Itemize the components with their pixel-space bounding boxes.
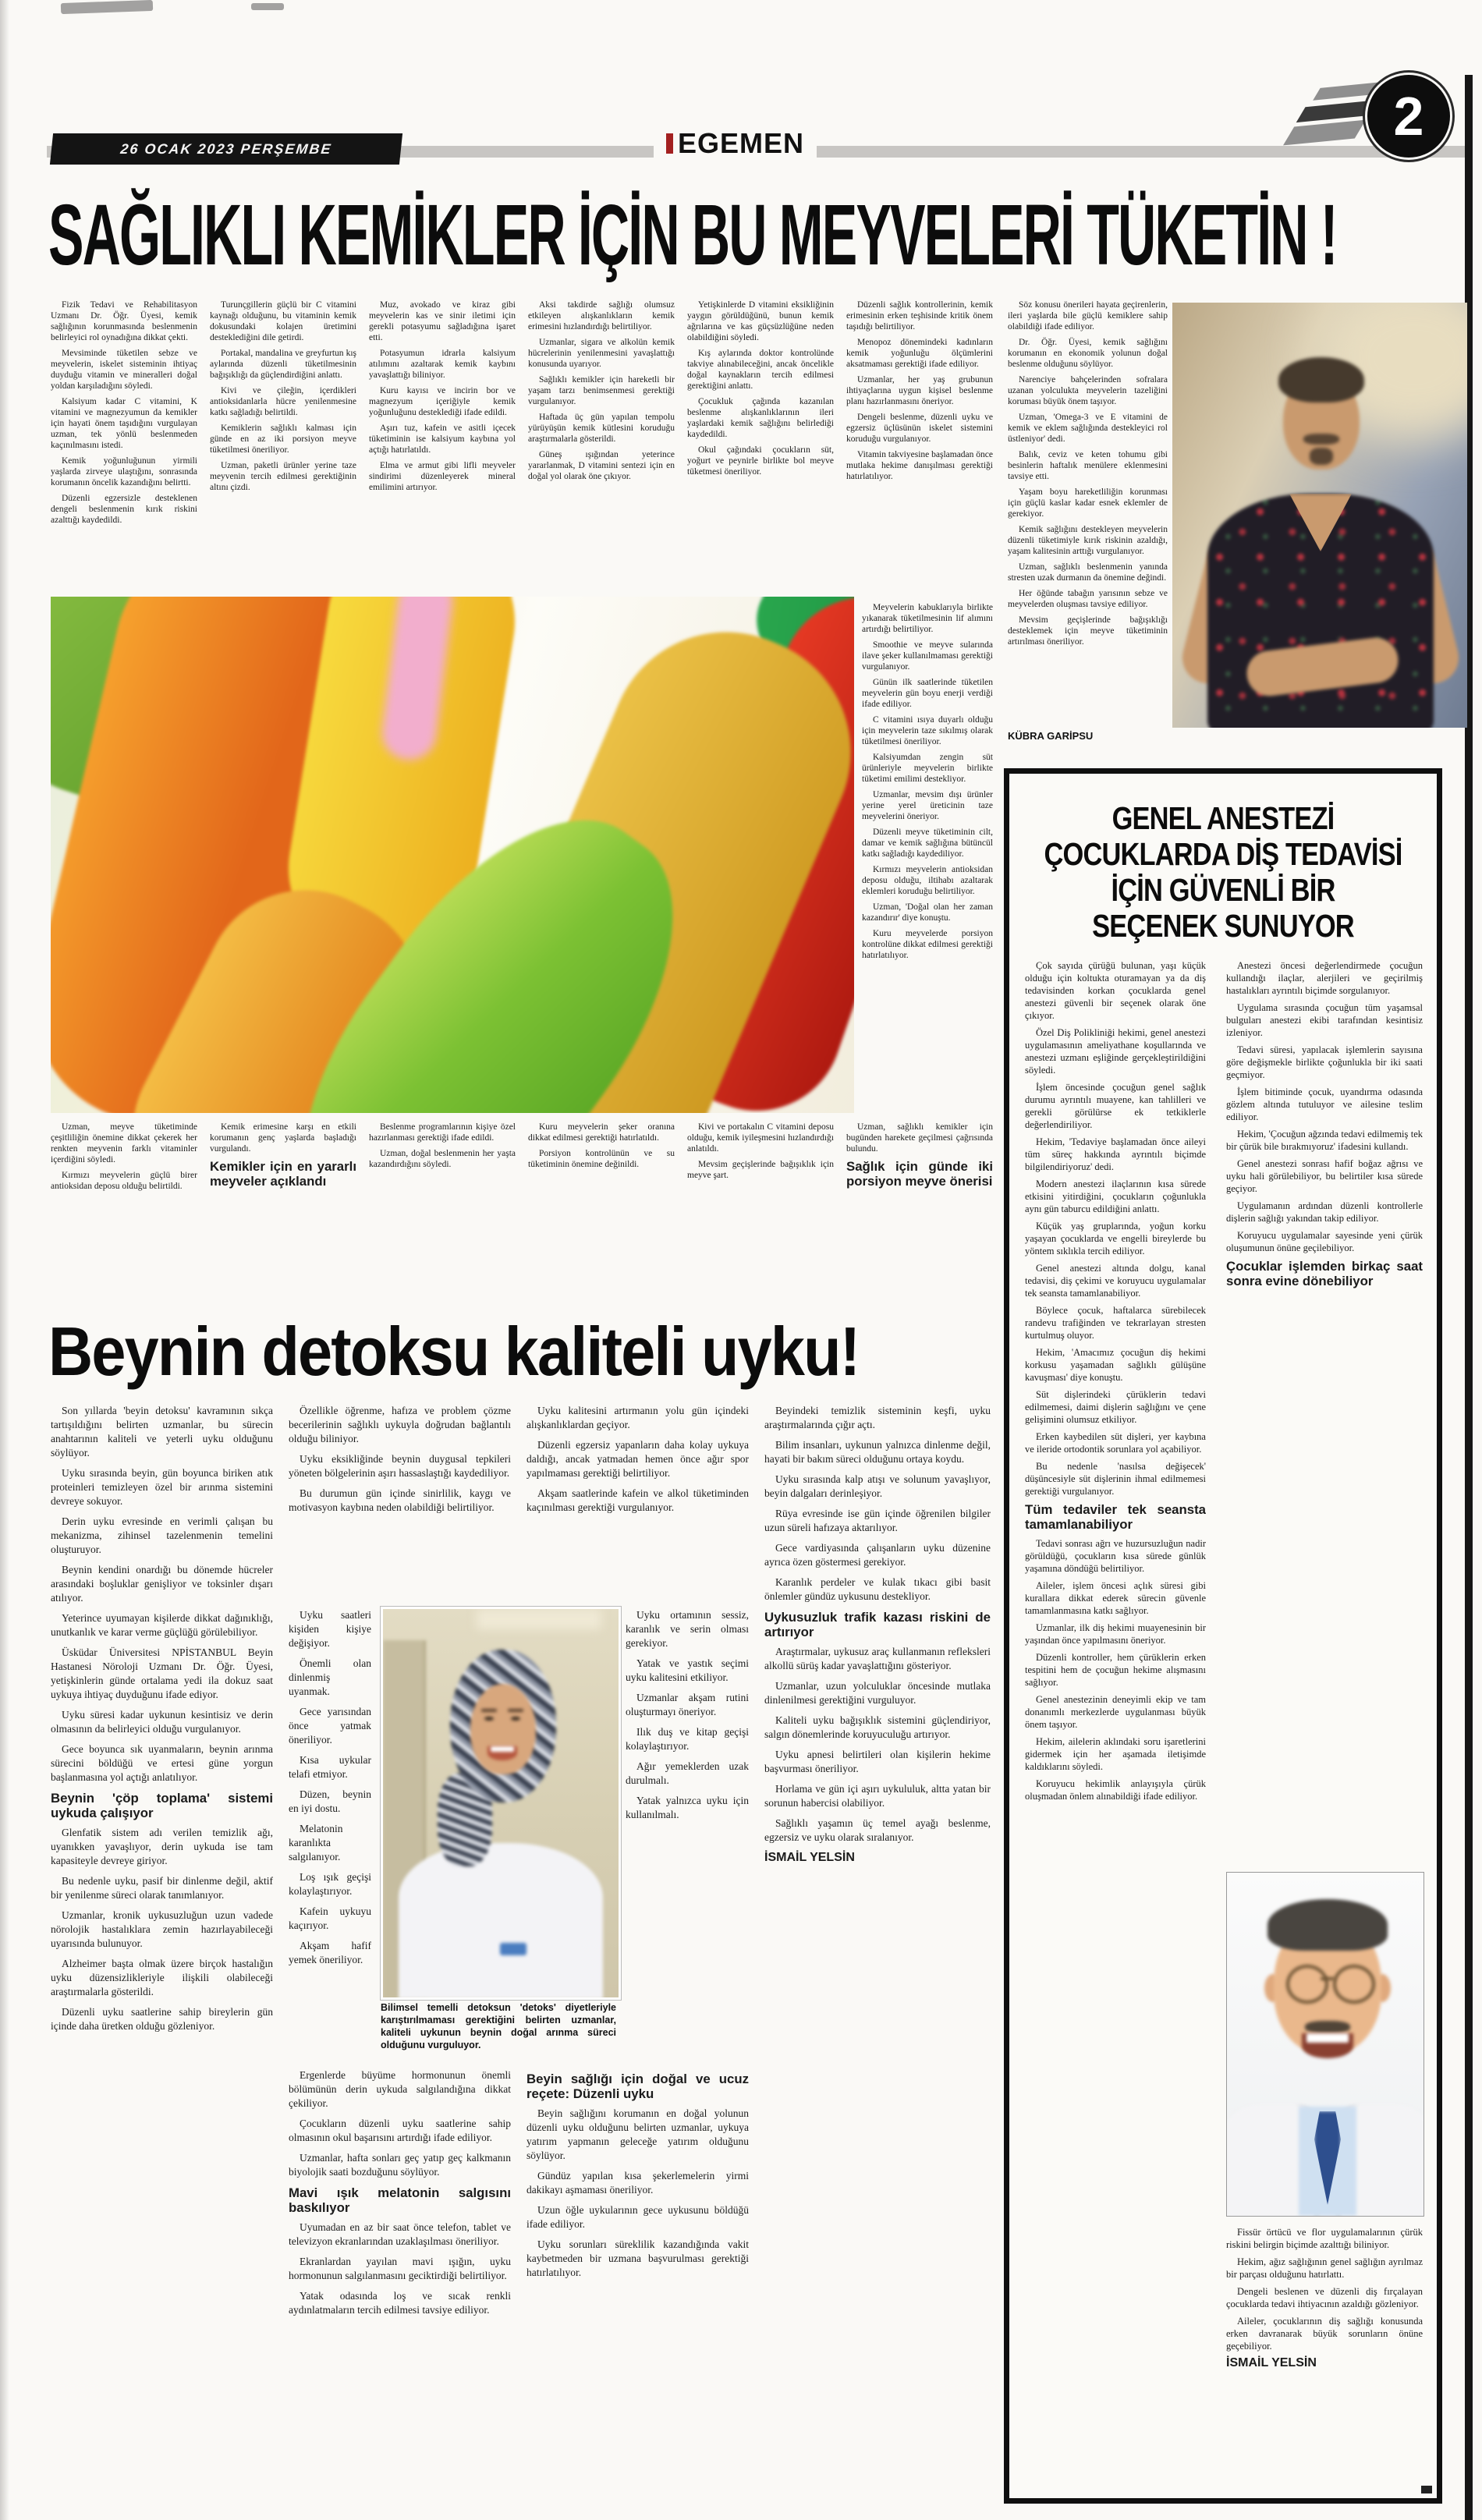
paragraph: Kivi ve çileğin, içerdikleri antioksidanlarla hücre yenilenmesine katkı sağladığı belirtildi. [210, 386, 356, 417]
paragraph: Loş ışık geçişi kolaylaştırıyor. [289, 1871, 371, 1897]
paragraph: Akşam hafif yemek öneriliyor. [289, 1940, 371, 1965]
text-column [1008, 299, 1168, 724]
paragraph: Gündüz yapılan kısa şekerlemelerin yirmi dakikayı aşmaması öneriliyor. [526, 2169, 749, 2196]
photo-figure [1268, 1899, 1388, 1951]
paragraph: Bilim insanları, uykunun yalnızca dinlenme değil, hayati bir bakım süreci olduğunu ortaya koydu. [764, 1439, 991, 1465]
paragraph: Kaliteli uyku bağışıklık sistemini güçlendiriyor, salgın dönemlerinde koruyuculuğu artırıyor. [764, 1714, 991, 1740]
boxed-article [1004, 768, 1442, 2504]
subhead: Beynin 'çöp toplama' sistemi uykuda çalışıyor [51, 1791, 273, 1821]
paragraph: Hekim, 'Çocuğun ağzında tedavi edilmemiş tek bir çürük bile bırakmıyoruz' ifadesini kullandı. [1226, 1129, 1423, 1152]
paragraph: Önemli olan dinlenmiş uyanmak. [289, 1657, 371, 1697]
paragraph: Genel anestezinin deneyimli ekip ve tam donanımlı merkezlerde uygulanması büyük önem taşıyor. [1025, 1693, 1206, 1730]
paragraph: Tedavi sonrası ağrı ve huzursuzluğun nadir görüldüğü, çocukların kısa sürede günlük yaşamına döndüğü belirtiliyor. [1025, 1537, 1206, 1574]
paragraph: Smoothie ve meyve sularında ilave şeker kullanılmaması gerektiği vurgulanıyor. [862, 640, 993, 672]
box-headline [1009, 800, 1437, 944]
text-column [289, 2068, 511, 2488]
paragraph: Uygulamanın ardından düzenli kontrollerle dişlerin sağlığı yakından takip ediliyor. [1226, 1200, 1423, 1224]
box-headline-line: ÇOCUKLARDA DİŞ TEDAVİSİ [1044, 836, 1402, 872]
text-column [51, 299, 197, 593]
paragraph: Aileler, çocuklarının diş sağlığı konusunda erken davranarak büyük sorunların önüne geçebiliyor. [1226, 2316, 1423, 2352]
wing-icon [1283, 120, 1366, 146]
paragraph: Hekim, 'Tedaviye başlamadan önce aileyi tüm süreç hakkında ayrıntılı biçimde bilgilendiriyoruz' dedi. [1025, 1136, 1206, 1172]
text-column [1226, 959, 1423, 1872]
paragraph: Uzmanlar, kronik uykusuzluğun uzun vadede nörolojik hastalıklara zemin hazırlayabileceği uyarısında bulunuyor. [51, 1909, 273, 1949]
paragraph: Düzenli sağlık kontrollerinin, kemik erimesinin erken teşhisinde kritik önem taşıdığı belirtiliyor. [846, 300, 993, 331]
paragraph: Haftada üç gün yapılan tempolu yürüyüşün kemik kütlesini koruduğu araştırmalarla gösterildi. [528, 413, 675, 444]
paragraph: Her öğünde tabağın yarısının sebze ve meyvelerden oluşması tavsiye ediliyor. [1008, 589, 1168, 609]
text-column [210, 1122, 356, 1298]
paragraph: Kırmızı meyvelerin antioksidan deposu olduğu, iltihabı azaltarak eklemleri koruduğu belirtiliyor. [862, 865, 993, 896]
paragraph: Düzenli meyve tüketiminin cilt, damar ve kemik sağlığına bütüncül katkı sağladığı kaydediliyor. [862, 828, 993, 859]
paragraph: Düzenli kontroller, hem çürüklerin erken tespitini hem de çocuğun hekime alışmasını sağlıyor. [1025, 1651, 1206, 1688]
paragraph: Porsiyon kontrolünün ve su tüketiminin önemine değinildi. [528, 1149, 675, 1169]
masthead-tick-icon [666, 133, 673, 154]
paragraph: Uyku sırasında beyin, gün boyunca biriken atık proteinleri temizleyen özel bir arınma sistemini devreye sokuyor. [51, 1467, 273, 1507]
glasses-icon [1321, 1977, 1335, 1980]
paragraph: Koruyucu hekimlik anlayışıyla çürük oluşmadan önlem alınabildiği ifade ediliyor. [1025, 1777, 1206, 1802]
paragraph: Kuru meyvelerde porsiyon kontrolüne dikkat edilmesi gerektiği hatırlatılıyor. [862, 929, 993, 960]
doctor-hijab-photo [381, 1607, 621, 2000]
photo-figure [1278, 357, 1364, 402]
paragraph: Güneş ışığından yeterince yararlanmak, D vitamini sentezi için en doğal yol olarak öne çıkıyor. [528, 450, 675, 481]
paragraph: Uzmanlar, uzun yolculuklar öncesinde mutlaka dinlenilmesi gerektiğini vurguluyor. [764, 1679, 991, 1706]
paragraph: Kemiklerin sağlıklı kalması için günde en az iki porsiyon meyve tüketilmesi öneriliyor. [210, 424, 356, 455]
paragraph: Uyku eksikliğinde beynin duygusal tepkileri yöneten bölgelerinin aşırı hassaslaştığı kaydediliyor. [289, 1453, 511, 1479]
paragraph: Yaşam boyu hareketliliğin korunması için güçlü kaslar kadar esnek eklemler de gerekiyor. [1008, 487, 1168, 519]
paragraph: Beyin sağlığını korumanın en doğal yolunun düzenli uyku olduğunu belirten uzmanlar, uykuya yatırım yapmanın geleceğe yatırım olduğunu söylüyor. [526, 2107, 749, 2161]
photo-figure [1310, 448, 1333, 465]
paragraph: Turunçgillerin güçlü bir C vitamini kaynağı olduğunu, bu vitaminin kemik dokusundaki kolajen üretimini desteklediğini dile getirdi. [210, 300, 356, 342]
paragraph: Mevsim geçişlerinde bağışıklık için meyve şart. [687, 1160, 834, 1180]
paragraph: Düzen, beynin en iyi dostu. [289, 1788, 371, 1814]
paragraph: Uzmanlar, mevsim dışı ürünler yerine yerel üreticinin taze meyvelerini öneriyor. [862, 790, 993, 821]
paragraph: Söz konusu önerileri hayata geçirenlerin, ileri yaşlarda bile güçlü kemiklere sahip olabildiği ifade ediliyor. [1008, 300, 1168, 331]
paragraph: Uzman, 'Omega-3 ve E vitamini de kemik ve eklem sağlığında destekleyici rol üstleniyor' dedi. [1008, 413, 1168, 444]
paragraph: Kemik sağlığını destekleyen meyvelerin düzenli tüketimiyle kırık riskinin azaldığı, yaşam kalitesinin arttığı vurgulanıyor. [1008, 525, 1168, 556]
text-column [764, 1404, 991, 2488]
paragraph: Düzenli egzersiz yapanların daha kolay uykuya daldığı, ancak yatmadan hemen önce ağır spor yapılmaması gerektiği belirtiliyor. [526, 1439, 749, 1479]
paragraph: Böylece çocuk, haftalarca sürebilecek randevu trafiğinden ve tekrarlayan stresten kurtulmuş oluyor. [1025, 1305, 1206, 1341]
text-column [210, 299, 356, 593]
paragraph: Yatak yalnızca uyku için kullanılmalı. [626, 1795, 749, 1820]
text-column [51, 1404, 273, 2488]
paragraph: Uzmanlar, hafta sonları geç yatıp geç kalkmanın biyolojik saati bozduğunu söylüyor. [289, 2152, 511, 2178]
paragraph: Modern anestezi ilaçlarının kısa sürede etkisini yitirdiğini, çocukların çoğunlukla aynı gün taburcu edildiğini anlattı. [1025, 1178, 1206, 1214]
paragraph: Gece boyunca sık uyanmaların, beynin arınma sürecini böldüğü ve ertesi güne yorgun başlanmasına yol açtığı anlatılıyor. [51, 1743, 273, 1783]
article2-headline-text: Beynin detoksu kaliteli uyku! [48, 1313, 860, 1390]
paragraph: Derin uyku evresinde en verimli çalışan bu mekanizma, zihinsel tazelenmenin temelini oluşturuyor. [51, 1515, 273, 1555]
paragraph: Çok sayıda çürüğü bulunan, yaşı küçük olduğu için koltukta oturamayan ya da diş tedavisinden korkan çocuklarda genel anestezi güvenli bir seçenek olarak öne çıkıyor. [1025, 960, 1206, 1021]
paragraph: Bu nedenle uyku, pasif bir dinlenme değil, aktif bir yenilenme süreci olarak tanımlanıyor. [51, 1874, 273, 1901]
paragraph: Glenfatik sistem adı verilen temizlik ağı, uyanıkken yavaşlıyor, derin uykuda ise tam kapasiteyle devreye giriyor. [51, 1826, 273, 1866]
paragraph: Uzmanlar akşam rutini oluşturmayı öneriyor. [626, 1692, 749, 1717]
paragraph: Ekranlardan yayılan mavi ışığın, uyku hormonunun salgılanmasını geciktirdiği belirtiliyor. [289, 2255, 511, 2281]
date-text: 26 OCAK 2023 PERŞEMBE [119, 140, 333, 157]
paragraph: Ergenlerde büyüme hormonunun önemli bölümünün derin uykuda salgılandığına dikkat çekiliyor. [289, 2069, 511, 2109]
subhead: Mavi ışık melatonin salgısını baskılıyor [289, 2185, 511, 2216]
paragraph: Aksi takdirde sağlığı olumsuz etkileyen alışkanlıkların kemik erimesini hızlandırdığı belirtiliyor. [528, 300, 675, 331]
box-headline-line: İÇİN GÜVENLİ BİR [1111, 872, 1335, 908]
paragraph: Ağır yemeklerden uzak durulmalı. [626, 1760, 749, 1786]
fruit-slices-photo [51, 597, 854, 1113]
paragraph: Kalsiyumdan zengin süt ürünleriyle meyvelerin birlikte tüketimi emilimi destekliyor. [862, 753, 993, 784]
subhead: Uykusuzluk trafik kazası riskini de artırıyor [764, 1610, 991, 1640]
paragraph: Okul çağındaki çocukların süt, yoğurt ve peynirle birlikte bol meyve tüketmesi öneriliyor. [687, 445, 834, 477]
text-column [51, 1122, 197, 1298]
paragraph: Menopoz dönemindeki kadınların kemik yoğunluğu ölçümlerini aksatmaması gerektiği ifade ediliyor. [846, 338, 993, 369]
paragraph: Üsküdar Üniversitesi NPİSTANBUL Beyin Hastanesi Nöroloji Uzmanı Dr. Öğr. Üyesi, yetişkinlerin günde ortalama yedi ila dokuz saat uykuya ihtiyaç duyduğunu ifade ediyor. [51, 1646, 273, 1700]
paragraph: Tedavi süresi, yapılacak işlemlerin sayısına göre değişmekle birlikte çoğunlukla bir iki saati geçmiyor. [1226, 1044, 1423, 1080]
doctor-scrubs-photo [1172, 303, 1467, 728]
paragraph: Sağlıklı yaşamın üç temel ayağı beslenme, egzersiz ve uyku olarak sıralanıyor. [764, 1816, 991, 1843]
paragraph: Uzman, doğal beslenmenin her yaşta kazandırdığını söyledi. [369, 1149, 516, 1169]
paragraph: Düzenli uyku saatlerine sahip bireylerin gün içinde daha üretken olduğu gözleniyor. [51, 2005, 273, 2032]
paragraph: Çocukların düzenli uyku saatlerine sahip olmasının okul başarısını artırdığı ifade ediliyor. [289, 2118, 511, 2143]
glasses-icon [1286, 1965, 1328, 2004]
photo-figure [500, 1943, 526, 1955]
paragraph: İşlem öncesinde çocuğun genel sağlık durumu ayrıntılı muayene, kan tahlilleri ve gerekli görülürse ek tetkiklerle değerlendiriliyor. [1025, 1082, 1206, 1130]
text-column [846, 1122, 993, 1298]
paragraph: Uyku ortamının sessiz, karanlık ve serin olması gerekiyor. [626, 1609, 749, 1649]
glasses-icon [1333, 1965, 1375, 2004]
subhead: Beyin sağlığı için doğal ve ucuz reçete: Düzenli uyku [526, 2072, 749, 2102]
text-column [846, 299, 993, 593]
paragraph: Portakal, mandalina ve greyfurtun kış aylarında düzenli tüketilmesinin bağışıklığı da güçlendirdiğini anlattı. [210, 349, 356, 380]
photo-figure [1306, 2033, 1349, 2043]
paragraph: Potasyumun idrarla kalsiyum atılımını azaltarak kemik kaybını yavaşlattığı biliniyor. [369, 349, 516, 380]
paragraph: Uzman, sağlıklı kemikler için bugünden harekete geçilmesi çağrısında bulundu. [846, 1122, 993, 1154]
paragraph: Bu nedenle 'nasılsa değişecek' düşüncesiyle süt dişlerinin ihmal edilmemesi gerektiği vurgulanıyor. [1025, 1461, 1206, 1497]
paragraph: Uyku süresi kadar uykunun kesintisiz ve derin olmasının da belirleyici olduğu vurgulanıyor. [51, 1709, 273, 1735]
paragraph: Uzman, paketli ürünler yerine taze meyvenin tercih edilmesi gerektiğinin altını çizdi. [210, 461, 356, 492]
paragraph: Mevsim geçişlerinde bağışıklığı desteklemek için meyve tüketiminin artırılması öneriliyor. [1008, 615, 1168, 647]
paragraph: Günün ilk saatlerinde tüketilen meyvelerin gün boyu enerji verdiği ifade ediliyor. [862, 678, 993, 709]
paragraph: Uyku sorunları süreklilik kazandığında vakit kaybetmeden bir uzmana başvurulması gerektiği hatırlatılıyor. [526, 2238, 749, 2278]
paragraph: Yatak odasında loş ve sıcak renkli aydınlatmaların tercih edilmesi tavsiye ediliyor. [289, 2289, 511, 2316]
text-column [1025, 959, 1206, 2477]
subhead: Tüm tedaviler tek seansta tamamlanabiliyor [1025, 1502, 1206, 1533]
paragraph: Kalsiyum kadar C vitamini, K vitamini ve magnezyumun da kemikler için hayati önem taşıdığını vurgulayan uzman, tek yönlü beslenmeden kaçınılmasını istedi. [51, 397, 197, 450]
paragraph: Akşam saatlerinde kafein ve alkol tüketiminden kaçınılması gerektiği vurgulanıyor. [526, 1487, 749, 1513]
smiling-doctor-photo [1226, 1872, 1424, 2217]
text-column [528, 299, 675, 593]
paragraph: Gece vardiyasında çalışanların uyku düzenine ayrıca özen göstermesi gerekiyor. [764, 1542, 991, 1568]
paragraph: Yeterince uyumayan kişilerde dikkat dağınıklığı, unutkanlık ve karar verme güçlüğü görülebiliyor. [51, 1612, 273, 1638]
paragraph: Erken kaybedilen süt dişleri, yer kaybına ve ileride ortodontik sorunlara yol açabiliyor. [1025, 1431, 1206, 1455]
paragraph: Özellikle öğrenme, hafıza ve problem çözme becerilerinin sağlıklı uykuyla doğrudan bağlantılı olduğu biliniyor. [289, 1405, 511, 1444]
paragraph: Koruyucu uygulamalar sayesinde yeni çürük oluşumunun önüne geçilebiliyor. [1226, 1230, 1423, 1253]
paragraph: Uyumadan en az bir saat önce telefon, tablet ve televizyon ekranlarından uzaklaşılması öneriliyor. [289, 2221, 511, 2247]
paragraph: Kivi ve portakalın C vitamini deposu olduğu, kemik iyileşmesini hızlandırdığı anlatıldı. [687, 1122, 834, 1154]
paragraph: Uygulama sırasında çocuğun tüm yaşamsal bulguları anestezi ekibi tarafından kesintisiz izleniyor. [1226, 1002, 1423, 1038]
subhead: Sağlık için günde iki porsiyon meyve önerisi [846, 1159, 993, 1189]
paragraph: Beslenme programlarının kişiye özel hazırlanması gerektiği ifade edildi. [369, 1122, 516, 1143]
text-column-narrow [289, 1608, 371, 2061]
paragraph: Uyku apnesi belirtileri olan kişilerin hekime başvurması öneriliyor. [764, 1748, 991, 1774]
paragraph: Gece yarısından önce yatmak öneriliyor. [289, 1706, 371, 1746]
text-column [369, 299, 516, 593]
text-column [687, 1122, 834, 1298]
paragraph: Yetişkinlerde D vitamini eksikliğinin yaygın görüldüğünü, bunun kemik ağrılarına ve kas güçsüzlüğüne neden olabildiğini söyledi. [687, 300, 834, 342]
paragraph: Hekim, ağız sağlığının genel sağlığın ayrılmaz bir parçası olduğunu hatırlattı. [1226, 2256, 1423, 2280]
paragraph: Muz, avokado ve kiraz gibi meyvelerin kas ve sinir iletimi için gerekli potasyumu sağladığına işaret etti. [369, 300, 516, 342]
paragraph: Hekim, ailelerin aklındaki soru işaretlerini gidermek için her aşamada iletişimde kaldıklarını söyledi. [1025, 1735, 1206, 1772]
paragraph: Elma ve armut gibi lifli meyveler sindirimi düzenleyerek mineral emilimini artırıyor. [369, 461, 516, 492]
subhead: Çocuklar işlemden birkaç saat sonra evine dönebiliyor [1226, 1259, 1423, 1289]
paragraph: Mevsiminde tüketilen sebze ve meyvelerin, iskelet sisteminin ihtiyaç duyduğu vitamin ve mineralleri doğal yoldan karşıladığını söyledi. [51, 349, 197, 391]
paragraph: Süt dişlerindeki çürüklerin tedavi edilmemesi, daimi dişlerin sağlığını ve çene gelişimini olumsuz etkiliyor. [1025, 1389, 1206, 1425]
page-number-badge [1367, 75, 1450, 158]
paragraph: Dengeli beslenen ve düzenli diş fırçalayan çocuklarda tedavi ihtiyacının azaldığı gözleniyor. [1226, 2286, 1423, 2309]
photo-background [477, 1609, 601, 1629]
paragraph: Narenciye bahçelerinden sofralara uzanan yolculukta meyvelerin tazeliğini koruması büyük önem taşıyor. [1008, 375, 1168, 406]
author-name: İSMAİL YELSİN [1226, 2356, 1317, 2369]
photo-caption: Bilimsel temelli detoksun 'detoks' diyetleriyle karıştırılmaması gerektiğini belirten uzmanlar, kaliteli uykunun beynin doğal arınma süreci olduğunu vurguluyor. [381, 2002, 616, 2050]
paragraph: Bu durumun gün içinde sinirlilik, kaygı ve motivasyon kaybına neden olabildiği belirtiliyor. [289, 1487, 511, 1513]
paragraph: Yatak ve yastık seçimi uyku kalitesini etkiliyor. [626, 1657, 749, 1683]
paragraph: Uzman, 'Doğal olan her zaman kazandırır' diye konuştu. [862, 902, 993, 923]
paragraph: Beyindeki temizlik sisteminin keşfi, uyku araştırmalarında çığır açtı. [764, 1405, 991, 1430]
photo-figure [481, 1709, 497, 1712]
photo-figure [511, 1717, 520, 1721]
text-column [862, 602, 993, 1111]
text-column [369, 1122, 516, 1298]
paragraph: Hekim, 'Amacımız çocuğun diş hekimi korkusu yaşamadan sağlıklı gülüşüne kavuşması' diye konuştu. [1025, 1347, 1206, 1383]
paragraph: Horlama ve gün içi aşırı uykululuk, altta yatan bir sorunun habercisi olabiliyor. [764, 1782, 991, 1809]
paragraph: Fissür örtücü ve flor uygulamalarının çürük riskini belirgin biçimde azalttığı biliniyor. [1226, 2227, 1423, 2250]
masthead [654, 125, 817, 162]
paragraph: Uyku saatleri kişiden kişiye değişiyor. [289, 1609, 371, 1649]
text-column [528, 1122, 675, 1298]
paragraph: Uzmanlar, ilk diş hekimi muayenesinin bir yaşından önce yapılmasını öneriyor. [1025, 1622, 1206, 1646]
paragraph: Uzman, meyve tüketiminde çeşitliliğin önemine dikkat çekerek her renkten meyvenin farklı vitaminler içerdiğini söyledi. [51, 1122, 197, 1164]
article2-headline [48, 1312, 996, 1390]
paragraph: İşlem bitiminde çocuk, uyandırma odasında gözlem altında tutuluyor ve ailesine teslim ediliyor. [1226, 1086, 1423, 1122]
paragraph: Uzmanlar, sigara ve alkolün kemik hücrelerinin yenilenmesini yavaşlattığı konusunda uyarıyor. [528, 338, 675, 369]
paragraph: Özel Diş Polikliniği hekimi, genel anestezi uygulamasının ameliyathane koşullarında ve anestezi uzmanı eşliğinde gerçekleştirildiğini söyledi. [1025, 1027, 1206, 1076]
paragraph: Son yıllarda 'beyin detoksu' kavramının sıkça tartışıldığını belirten uzmanlar, bu sürecin anahtarının kaliteli ve yeterli uyku olduğunu söylüyor. [51, 1405, 273, 1458]
paragraph: Fizik Tedavi ve Rehabilitasyon Uzmanı Dr. Öğr. Üyesi, kemik sağlığının korunmasında beslenmenin belirleyici rol oynadığına dikkat çekti. [51, 300, 197, 342]
box-corner-mark [1421, 2486, 1432, 2493]
photo-figure [491, 1746, 514, 1752]
subhead: Kemikler için en yararlı meyveler açıklandı [210, 1159, 356, 1189]
masthead-title: EGEMEN [678, 127, 805, 159]
box-headline-line: GENEL ANESTEZİ [1112, 800, 1335, 836]
paragraph: Dr. Öğr. Üyesi, kemik sağlığını korumanın en ekonomik yolunun doğal beslenme olduğunu söylüyor. [1008, 338, 1168, 369]
paragraph: Kırmızı meyvelerin güçlü birer antioksidan deposu olduğu belirtildi. [51, 1171, 197, 1191]
paragraph: Melatonin karanlıkta salgılanıyor. [289, 1823, 343, 1863]
paragraph: Kuru kayısı ve incirin bor ve magnezyum içeriğiyle kemik yoğunluğunu desteklediği ifade edildi. [369, 386, 516, 417]
paragraph: Aileler, işlem öncesi açlık süresi gibi kurallara dikkat ederek sürecin güvenle tamamlanmasına katkı sağlıyor. [1025, 1579, 1206, 1616]
paragraph: Kemik yoğunluğunun yirmili yaşlarda zirveye ulaştığını, sonrasında korumanın öncelik kazandığını belirtti. [51, 456, 197, 487]
paragraph: Uzmanlar, her yaş grubunun ihtiyaçlarına uygun kişisel beslenme planı hazırlanmasını öneriyor. [846, 375, 993, 406]
text-column [1226, 2226, 1423, 2477]
paragraph: Aşırı tuz, kafein ve asitli içecek tüketiminin ise kalsiyum kaybına yol açtığı hatırlatıldı. [369, 424, 516, 455]
paragraph: Kuru meyvelerin şeker oranına dikkat edilmesi gerektiği hatırlatıldı. [528, 1122, 675, 1143]
paragraph: Rüya evresinde ise gün içinde öğrenilen bilgiler uzun süreli hafızaya aktarılıyor. [764, 1508, 991, 1533]
page-number-emblem [1291, 62, 1470, 172]
photo-figure [1305, 2021, 1350, 2033]
photo-figure [484, 1717, 494, 1721]
text-column [289, 1404, 511, 1600]
article1-headline [48, 186, 1460, 283]
paragraph: Çocukluk çağında kazanılan beslenme alışkanlıklarının ileri yaşlardaki kemik sağlığını belirlediği kaydedildi. [687, 397, 834, 439]
text-column [687, 299, 834, 593]
paragraph: Araştırmalar, uykusuz araç kullanmanın refleksleri alkollü sürüş kadar yavaşlattığını gösteriyor. [764, 1645, 991, 1671]
paragraph: Vitamin takviyesine başlamadan önce mutlaka hekime danışılması gerektiği hatırlatılıyor. [846, 450, 993, 481]
date-bar [50, 133, 402, 165]
paragraph: Düzenli egzersizle desteklenen dengeli beslenmenin kırık riskini azalttığı kaydedildi. [51, 494, 197, 525]
paragraph: Küçük yaş gruplarında, yoğun korku yaşayan çocuklarda ve engelli bireylerde bu yöntem sıklıkla tercih ediliyor. [1025, 1221, 1206, 1256]
photo-figure [508, 1709, 523, 1712]
paragraph: Uyku kalitesini artırmanın yolu gün içindeki alışkanlıklardan geçiyor. [526, 1405, 749, 1430]
paragraph: Ilık duş ve kitap geçişi kolaylaştırıyor. [626, 1726, 749, 1752]
paragraph: Anestezi öncesi değerlendirmede çocuğun kullandığı ilaçlar, alerjileri ve geçirilmiş hastalıkları ayrıntılı biçimde sorgulanıyor. [1226, 960, 1423, 996]
article1-author: KÜBRA GARİPSU [1008, 730, 1094, 742]
paragraph: Uzun öğle uykularının gece uykusunu böldüğü ifade ediliyor. [526, 2203, 749, 2230]
paragraph: Genel anestezi sonrası hafif boğaz ağrısı ve uyku hali görülebiliyor, bu belirtiler kısa sürede geçiyor. [1226, 1158, 1423, 1194]
paragraph: Uzman, sağlıklı beslenmenin yanında stresten uzak durmanın da önemine değindi. [1008, 562, 1168, 583]
paragraph: Genel anestezi altında dolgu, kanal tedavisi, diş çekimi ve koruyucu uygulamalar tek seansta tamamlanabiliyor. [1025, 1263, 1206, 1299]
text-column [526, 1404, 749, 1600]
paragraph: Alzheimer başta olmak üzere birçok hastalığın uyku düzensizlikleriyle ilişkili olabileceği araştırmalarla gösterildi. [51, 1957, 273, 1997]
box-headline-line: SEÇENEK SUNUYOR [1092, 908, 1354, 944]
article1-headline-text: SAĞLIKLI KEMİKLER İÇİN BU MEYVELERİ TÜKETİN ! [48, 187, 1337, 283]
paragraph: Balık, ceviz ve keten tohumu gibi besinlerin haftalık menülere eklenmesini tavsiye etti. [1008, 450, 1168, 481]
paragraph: Sağlıklı kemikler için hareketli bir yaşam tarzı benimsenmesi gerektiği vurgulanıyor. [528, 375, 675, 406]
text-column-narrow [626, 1608, 749, 2061]
paragraph: Dengeli beslenme, düzenli uyku ve egzersiz üçlüsünün iskelet sistemini koruduğu vurgulanıyor. [846, 413, 993, 444]
paragraph: Beynin kendini onardığı bu dönemde hücreler arasındaki boşluklar genişliyor ve toksinler dışarı atılıyor. [51, 1564, 273, 1604]
paragraph: Kafein uykuyu kaçırıyor. [289, 1905, 371, 1931]
paragraph: Meyvelerin kabuklarıyla birlikte yıkanarak tüketilmesinin lif alımını artırdığı belirtiliyor. [862, 603, 993, 634]
scan-smudge [251, 3, 284, 10]
page-number: 2 [1393, 86, 1424, 147]
paragraph: Kemik erimesine karşı en etkili korumanın genç yaşlarda başladığı vurgulandı. [210, 1122, 356, 1154]
photo-figure [399, 1843, 603, 1999]
paragraph: Kış aylarında doktor kontrolünde takviye alınabileceğini, ancak öncelikle doğal kaynakların tercih edilmesi gerektiğini anlattı. [687, 349, 834, 391]
paragraph: Kısa uykular telafi etmiyor. [289, 1754, 371, 1780]
photo-figure [1303, 434, 1339, 445]
scan-smudge [61, 0, 153, 14]
paragraph: Karanlık perdeler ve kulak tıkacı gibi basit önlemler gündüz uykusunu destekliyor. [764, 1576, 991, 1602]
paragraph: Uyku sırasında kalp atışı ve solunum yavaşlıyor, beyin dalgaları derinleşiyor. [764, 1473, 991, 1499]
text-column [526, 2068, 749, 2488]
author-name: İSMAİL YELSİN [764, 1850, 855, 1864]
photo-figure [470, 1684, 536, 1774]
paragraph: C vitamini ısıya duyarlı olduğu için meyvelerin taze sıkılmış olarak tüketilmesi öneriliyor. [862, 715, 993, 746]
